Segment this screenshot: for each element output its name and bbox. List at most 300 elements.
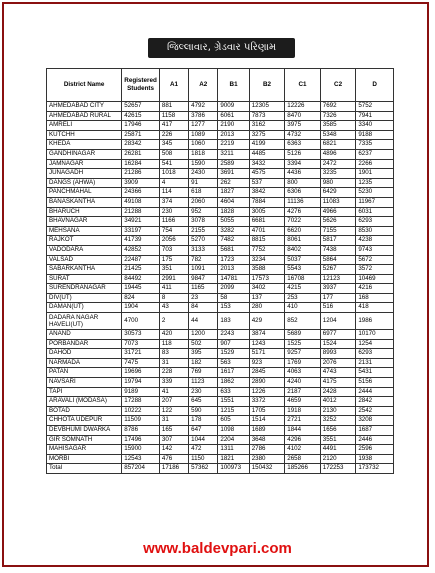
- value-cell: 952: [189, 207, 218, 217]
- value-cell: 34921: [122, 217, 160, 227]
- table-row: [47, 293, 394, 303]
- value-cell: 1529: [218, 349, 249, 359]
- district-name-cell: BHAVNAGAR: [47, 217, 122, 227]
- table-row: [47, 159, 394, 169]
- value-cell: 178: [189, 416, 218, 426]
- table-row: [47, 217, 394, 227]
- value-cell: 43: [159, 303, 188, 313]
- district-name-cell: SURENDRANAGAR: [47, 284, 122, 294]
- value-cell: 4700: [122, 313, 160, 330]
- value-cell: 1689: [249, 426, 285, 436]
- district-name-cell: GIR SOMNATH: [47, 435, 122, 445]
- value-cell: 782: [189, 255, 218, 265]
- table-row: [47, 121, 394, 131]
- value-cell: 7482: [218, 236, 249, 246]
- value-cell: 4575: [249, 169, 285, 179]
- table-row: [47, 406, 394, 416]
- value-cell: 502: [189, 339, 218, 349]
- value-cell: 16284: [122, 159, 160, 169]
- value-cell: 1769: [285, 358, 321, 368]
- value-cell: 2120: [320, 454, 356, 464]
- district-name-cell: BHARUCH: [47, 207, 122, 217]
- value-cell: 3786: [189, 111, 218, 121]
- value-cell: 307: [159, 435, 188, 445]
- value-cell: 4240: [285, 378, 321, 388]
- value-cell: 41739: [122, 236, 160, 246]
- value-cell: 2190: [218, 121, 249, 131]
- value-cell: 1200: [189, 330, 218, 340]
- value-cell: 1918: [285, 406, 321, 416]
- table-row: [47, 330, 394, 340]
- value-cell: 1098: [218, 426, 249, 436]
- value-cell: 3340: [356, 121, 394, 131]
- column-header: Registered Students: [122, 69, 160, 102]
- table-row: [47, 169, 394, 179]
- value-cell: 1254: [356, 339, 394, 349]
- district-name-cell: BANASKANTHA: [47, 197, 122, 207]
- value-cell: 9188: [356, 130, 394, 140]
- value-cell: 541: [159, 159, 188, 169]
- value-cell: 207: [159, 397, 188, 407]
- table-row: [47, 368, 394, 378]
- value-cell: 472: [189, 445, 218, 455]
- column-header: B1: [218, 69, 249, 102]
- value-cell: 12543: [122, 454, 160, 464]
- value-cell: 31: [159, 358, 188, 368]
- value-cell: 7752: [249, 245, 285, 255]
- table-row: [47, 313, 394, 330]
- district-name-cell: JAMNAGAR: [47, 159, 122, 169]
- column-header: District Name: [47, 69, 122, 102]
- value-cell: 3648: [249, 435, 285, 445]
- value-cell: 351: [159, 265, 188, 275]
- value-cell: 1938: [356, 454, 394, 464]
- value-cell: 2076: [320, 358, 356, 368]
- value-cell: 1018: [159, 169, 188, 179]
- value-cell: 537: [249, 178, 285, 188]
- column-header: D: [356, 69, 394, 102]
- value-cell: 2721: [285, 416, 321, 426]
- value-cell: 411: [159, 284, 188, 294]
- value-cell: 2243: [218, 330, 249, 340]
- value-cell: 5055: [218, 217, 249, 227]
- value-cell: 4436: [285, 169, 321, 179]
- value-cell: 1165: [189, 284, 218, 294]
- value-cell: 8402: [285, 245, 321, 255]
- district-name-cell: DADARA NAGAR HAVELI(UT): [47, 313, 122, 330]
- value-cell: 4491: [320, 445, 356, 455]
- value-cell: 8: [159, 293, 188, 303]
- value-cell: 42615: [122, 111, 160, 121]
- value-cell: 118: [159, 339, 188, 349]
- value-cell: 3432: [249, 159, 285, 169]
- value-cell: 23: [189, 293, 218, 303]
- value-cell: 417: [159, 121, 188, 131]
- value-cell: 881: [159, 102, 188, 112]
- value-cell: 4012: [320, 397, 356, 407]
- value-cell: 395: [189, 349, 218, 359]
- value-cell: 857204: [122, 464, 160, 474]
- value-cell: 2842: [356, 397, 394, 407]
- value-cell: 418: [356, 303, 394, 313]
- value-cell: 3275: [249, 130, 285, 140]
- district-name-cell: DIV(UT): [47, 293, 122, 303]
- district-name-cell: ARAVALI (MODASA): [47, 397, 122, 407]
- table-row: [47, 349, 394, 359]
- value-cell: 1204: [320, 313, 356, 330]
- value-cell: 1514: [249, 416, 285, 426]
- district-name-cell: AMRELI: [47, 121, 122, 131]
- value-cell: 3874: [249, 330, 285, 340]
- value-cell: 153: [218, 303, 249, 313]
- value-cell: 6977: [320, 330, 356, 340]
- value-cell: 5037: [285, 255, 321, 265]
- district-name-cell: DANGS (AHWA): [47, 178, 122, 188]
- value-cell: 4485: [249, 149, 285, 159]
- value-cell: 5817: [320, 236, 356, 246]
- value-cell: 5543: [285, 265, 321, 275]
- value-cell: 84: [189, 303, 218, 313]
- value-cell: 3282: [218, 226, 249, 236]
- table-row: [47, 387, 394, 397]
- table-row: [47, 178, 394, 188]
- value-cell: 374: [159, 197, 188, 207]
- value-cell: 4063: [285, 368, 321, 378]
- value-cell: 1986: [356, 313, 394, 330]
- value-cell: 26281: [122, 149, 160, 159]
- value-cell: 4732: [285, 130, 321, 140]
- value-cell: 4896: [320, 149, 356, 159]
- value-cell: 1311: [218, 445, 249, 455]
- value-cell: 3235: [320, 169, 356, 179]
- table-row: [47, 255, 394, 265]
- value-cell: 5156: [356, 378, 394, 388]
- value-cell: 3162: [249, 121, 285, 131]
- table-row: [47, 454, 394, 464]
- value-cell: 173732: [356, 464, 394, 474]
- value-cell: 754: [159, 226, 188, 236]
- value-cell: 7073: [122, 339, 160, 349]
- value-cell: 1060: [189, 140, 218, 150]
- district-name-cell: BOTAD: [47, 406, 122, 416]
- value-cell: 2658: [285, 454, 321, 464]
- value-cell: 4238: [356, 236, 394, 246]
- value-cell: 5270: [189, 236, 218, 246]
- value-cell: 8786: [122, 426, 160, 436]
- value-cell: 8993: [320, 349, 356, 359]
- value-cell: 824: [122, 293, 160, 303]
- value-cell: 4659: [285, 397, 321, 407]
- value-cell: 2060: [189, 197, 218, 207]
- value-cell: 1243: [249, 339, 285, 349]
- value-cell: 11509: [122, 416, 160, 426]
- table-row: [47, 339, 394, 349]
- value-cell: 345: [159, 140, 188, 150]
- value-cell: 14781: [218, 274, 249, 284]
- value-cell: 9257: [285, 349, 321, 359]
- column-header: A1: [159, 69, 188, 102]
- district-name-cell: VADODARA: [47, 245, 122, 255]
- value-cell: 3078: [189, 217, 218, 227]
- value-cell: 4792: [189, 102, 218, 112]
- value-cell: 7335: [356, 140, 394, 150]
- value-cell: 7022: [285, 217, 321, 227]
- value-cell: 228: [159, 368, 188, 378]
- value-cell: 12123: [320, 274, 356, 284]
- value-cell: 5864: [320, 255, 356, 265]
- value-cell: 22487: [122, 255, 160, 265]
- district-name-cell: RAJKOT: [47, 236, 122, 246]
- value-cell: 17573: [249, 274, 285, 284]
- value-cell: 2187: [285, 387, 321, 397]
- table-body: [47, 102, 394, 474]
- value-cell: 3372: [249, 397, 285, 407]
- table-row: [47, 274, 394, 284]
- value-cell: 2589: [218, 159, 249, 169]
- value-cell: 3975: [285, 121, 321, 131]
- value-cell: 2056: [159, 236, 188, 246]
- value-cell: 2890: [249, 378, 285, 388]
- value-cell: 2: [159, 313, 188, 330]
- value-cell: 800: [285, 178, 321, 188]
- district-name-cell: DEVBHUMI DWARKA: [47, 426, 122, 436]
- value-cell: 52657: [122, 102, 160, 112]
- value-cell: 1617: [218, 368, 249, 378]
- table-row: [47, 236, 394, 246]
- value-cell: 2219: [218, 140, 249, 150]
- column-header: B2: [249, 69, 285, 102]
- value-cell: 2786: [249, 445, 285, 455]
- value-cell: 4743: [320, 368, 356, 378]
- value-cell: 508: [159, 149, 188, 159]
- table-row: [47, 435, 394, 445]
- value-cell: 5267: [320, 265, 356, 275]
- value-cell: 1166: [159, 217, 188, 227]
- value-cell: 44: [189, 313, 218, 330]
- value-cell: 2131: [356, 358, 394, 368]
- table-row: [47, 265, 394, 275]
- value-cell: 230: [189, 387, 218, 397]
- value-cell: 4175: [320, 378, 356, 388]
- value-cell: 1226: [249, 387, 285, 397]
- table-row: [47, 149, 394, 159]
- value-cell: 2013: [218, 265, 249, 275]
- table-row: [47, 303, 394, 313]
- district-name-cell: Total: [47, 464, 122, 474]
- district-name-cell: DAHOD: [47, 349, 122, 359]
- district-name-cell: MORBI: [47, 454, 122, 464]
- value-cell: 4102: [285, 445, 321, 455]
- value-cell: 9743: [356, 245, 394, 255]
- table-header-row: [47, 69, 394, 102]
- value-cell: 3551: [320, 435, 356, 445]
- value-cell: 476: [159, 454, 188, 464]
- value-cell: 6293: [356, 349, 394, 359]
- value-cell: 25871: [122, 130, 160, 140]
- value-cell: 31: [159, 416, 188, 426]
- column-header: C1: [285, 69, 321, 102]
- value-cell: 6821: [320, 140, 356, 150]
- value-cell: 1904: [122, 303, 160, 313]
- value-cell: 1215: [218, 406, 249, 416]
- value-cell: 1723: [218, 255, 249, 265]
- value-cell: 6293: [356, 217, 394, 227]
- value-cell: 3842: [249, 188, 285, 198]
- value-cell: 429: [249, 313, 285, 330]
- value-cell: 2991: [159, 274, 188, 284]
- table-row: [47, 397, 394, 407]
- value-cell: 17186: [159, 464, 188, 474]
- value-cell: 253: [285, 293, 321, 303]
- value-cell: 182: [189, 358, 218, 368]
- value-cell: 1705: [249, 406, 285, 416]
- column-header: C2: [320, 69, 356, 102]
- value-cell: 1590: [189, 159, 218, 169]
- value-cell: 852: [285, 313, 321, 330]
- value-cell: 420: [159, 330, 188, 340]
- value-cell: 172253: [320, 464, 356, 474]
- value-cell: 168: [356, 293, 394, 303]
- total-row: [47, 464, 394, 474]
- district-name-cell: TAPI: [47, 387, 122, 397]
- district-name-cell: SURAT: [47, 274, 122, 284]
- table-row: [47, 207, 394, 217]
- district-name-cell: PORBANDAR: [47, 339, 122, 349]
- value-cell: 185266: [285, 464, 321, 474]
- value-cell: 57362: [189, 464, 218, 474]
- value-cell: 6429: [320, 188, 356, 198]
- value-cell: 165: [159, 426, 188, 436]
- table-row: [47, 284, 394, 294]
- value-cell: 5672: [356, 255, 394, 265]
- value-cell: 3585: [320, 121, 356, 131]
- value-cell: 5689: [285, 330, 321, 340]
- value-cell: 647: [189, 426, 218, 436]
- district-name-cell: NARMADA: [47, 358, 122, 368]
- district-name-cell: GANDHINAGAR: [47, 149, 122, 159]
- value-cell: 11967: [356, 197, 394, 207]
- value-cell: 9189: [122, 387, 160, 397]
- value-cell: 41: [159, 387, 188, 397]
- value-cell: 7155: [320, 226, 356, 236]
- value-cell: 3133: [189, 245, 218, 255]
- value-cell: 2380: [249, 454, 285, 464]
- value-cell: 12305: [249, 102, 285, 112]
- website-footer[interactable]: www.baldevpari.com: [143, 540, 292, 557]
- value-cell: 2013: [218, 130, 249, 140]
- value-cell: 150432: [249, 464, 285, 474]
- value-cell: 8061: [285, 236, 321, 246]
- value-cell: 21286: [122, 169, 160, 179]
- value-cell: 122: [159, 406, 188, 416]
- value-cell: 58: [218, 293, 249, 303]
- value-cell: 2472: [320, 159, 356, 169]
- value-cell: 8530: [356, 226, 394, 236]
- value-cell: 563: [218, 358, 249, 368]
- value-cell: 1844: [285, 426, 321, 436]
- table-row: [47, 197, 394, 207]
- value-cell: 3208: [356, 416, 394, 426]
- results-table: [46, 68, 394, 474]
- district-name-cell: CHHOTA UDEPUR: [47, 416, 122, 426]
- value-cell: 6306: [285, 188, 321, 198]
- value-cell: 91: [189, 178, 218, 188]
- value-cell: 16708: [285, 274, 321, 284]
- table-row: [47, 111, 394, 121]
- value-cell: 100973: [218, 464, 249, 474]
- value-cell: 6620: [285, 226, 321, 236]
- value-cell: 1123: [189, 378, 218, 388]
- value-cell: 1901: [356, 169, 394, 179]
- value-cell: 1862: [218, 378, 249, 388]
- value-cell: 183: [218, 313, 249, 330]
- value-cell: 633: [218, 387, 249, 397]
- value-cell: 2204: [218, 435, 249, 445]
- value-cell: 3005: [249, 207, 285, 217]
- value-cell: 7475: [122, 358, 160, 368]
- value-cell: 15900: [122, 445, 160, 455]
- value-cell: 17288: [122, 397, 160, 407]
- value-cell: 1277: [189, 121, 218, 131]
- value-cell: 7941: [356, 111, 394, 121]
- column-header: A2: [189, 69, 218, 102]
- value-cell: 5681: [218, 245, 249, 255]
- value-cell: 142: [159, 445, 188, 455]
- value-cell: 1235: [356, 178, 394, 188]
- value-cell: 1656: [320, 426, 356, 436]
- value-cell: 11083: [320, 197, 356, 207]
- value-cell: 3234: [249, 255, 285, 265]
- district-name-cell: MEHSANA: [47, 226, 122, 236]
- value-cell: 6363: [285, 140, 321, 150]
- district-name-cell: AHMEDABAD CITY: [47, 102, 122, 112]
- district-name-cell: KHEDA: [47, 140, 122, 150]
- value-cell: 3909: [122, 178, 160, 188]
- value-cell: 7692: [320, 102, 356, 112]
- table-row: [47, 245, 394, 255]
- value-cell: 10469: [356, 274, 394, 284]
- value-cell: 83: [159, 349, 188, 359]
- value-cell: 21425: [122, 265, 160, 275]
- value-cell: 3572: [356, 265, 394, 275]
- value-cell: 9009: [218, 102, 249, 112]
- value-cell: 7326: [320, 111, 356, 121]
- value-cell: 2099: [218, 284, 249, 294]
- value-cell: 3394: [285, 159, 321, 169]
- table-row: [47, 378, 394, 388]
- value-cell: 5126: [285, 149, 321, 159]
- value-cell: 17496: [122, 435, 160, 445]
- value-cell: 2596: [356, 445, 394, 455]
- table-row: [47, 140, 394, 150]
- value-cell: 1089: [189, 130, 218, 140]
- value-cell: 3691: [218, 169, 249, 179]
- value-cell: 2446: [356, 435, 394, 445]
- value-cell: 6061: [218, 111, 249, 121]
- value-cell: 1551: [218, 397, 249, 407]
- value-cell: 84492: [122, 274, 160, 284]
- value-cell: 6031: [356, 207, 394, 217]
- value-cell: 8815: [249, 236, 285, 246]
- district-name-cell: AHMEDABAD RURAL: [47, 111, 122, 121]
- value-cell: 4: [159, 178, 188, 188]
- value-cell: 5431: [356, 368, 394, 378]
- value-cell: 3211: [218, 149, 249, 159]
- table-row: [47, 358, 394, 368]
- district-name-cell: KUTCHH: [47, 130, 122, 140]
- district-name-cell: MAHISAGAR: [47, 445, 122, 455]
- value-cell: 645: [189, 397, 218, 407]
